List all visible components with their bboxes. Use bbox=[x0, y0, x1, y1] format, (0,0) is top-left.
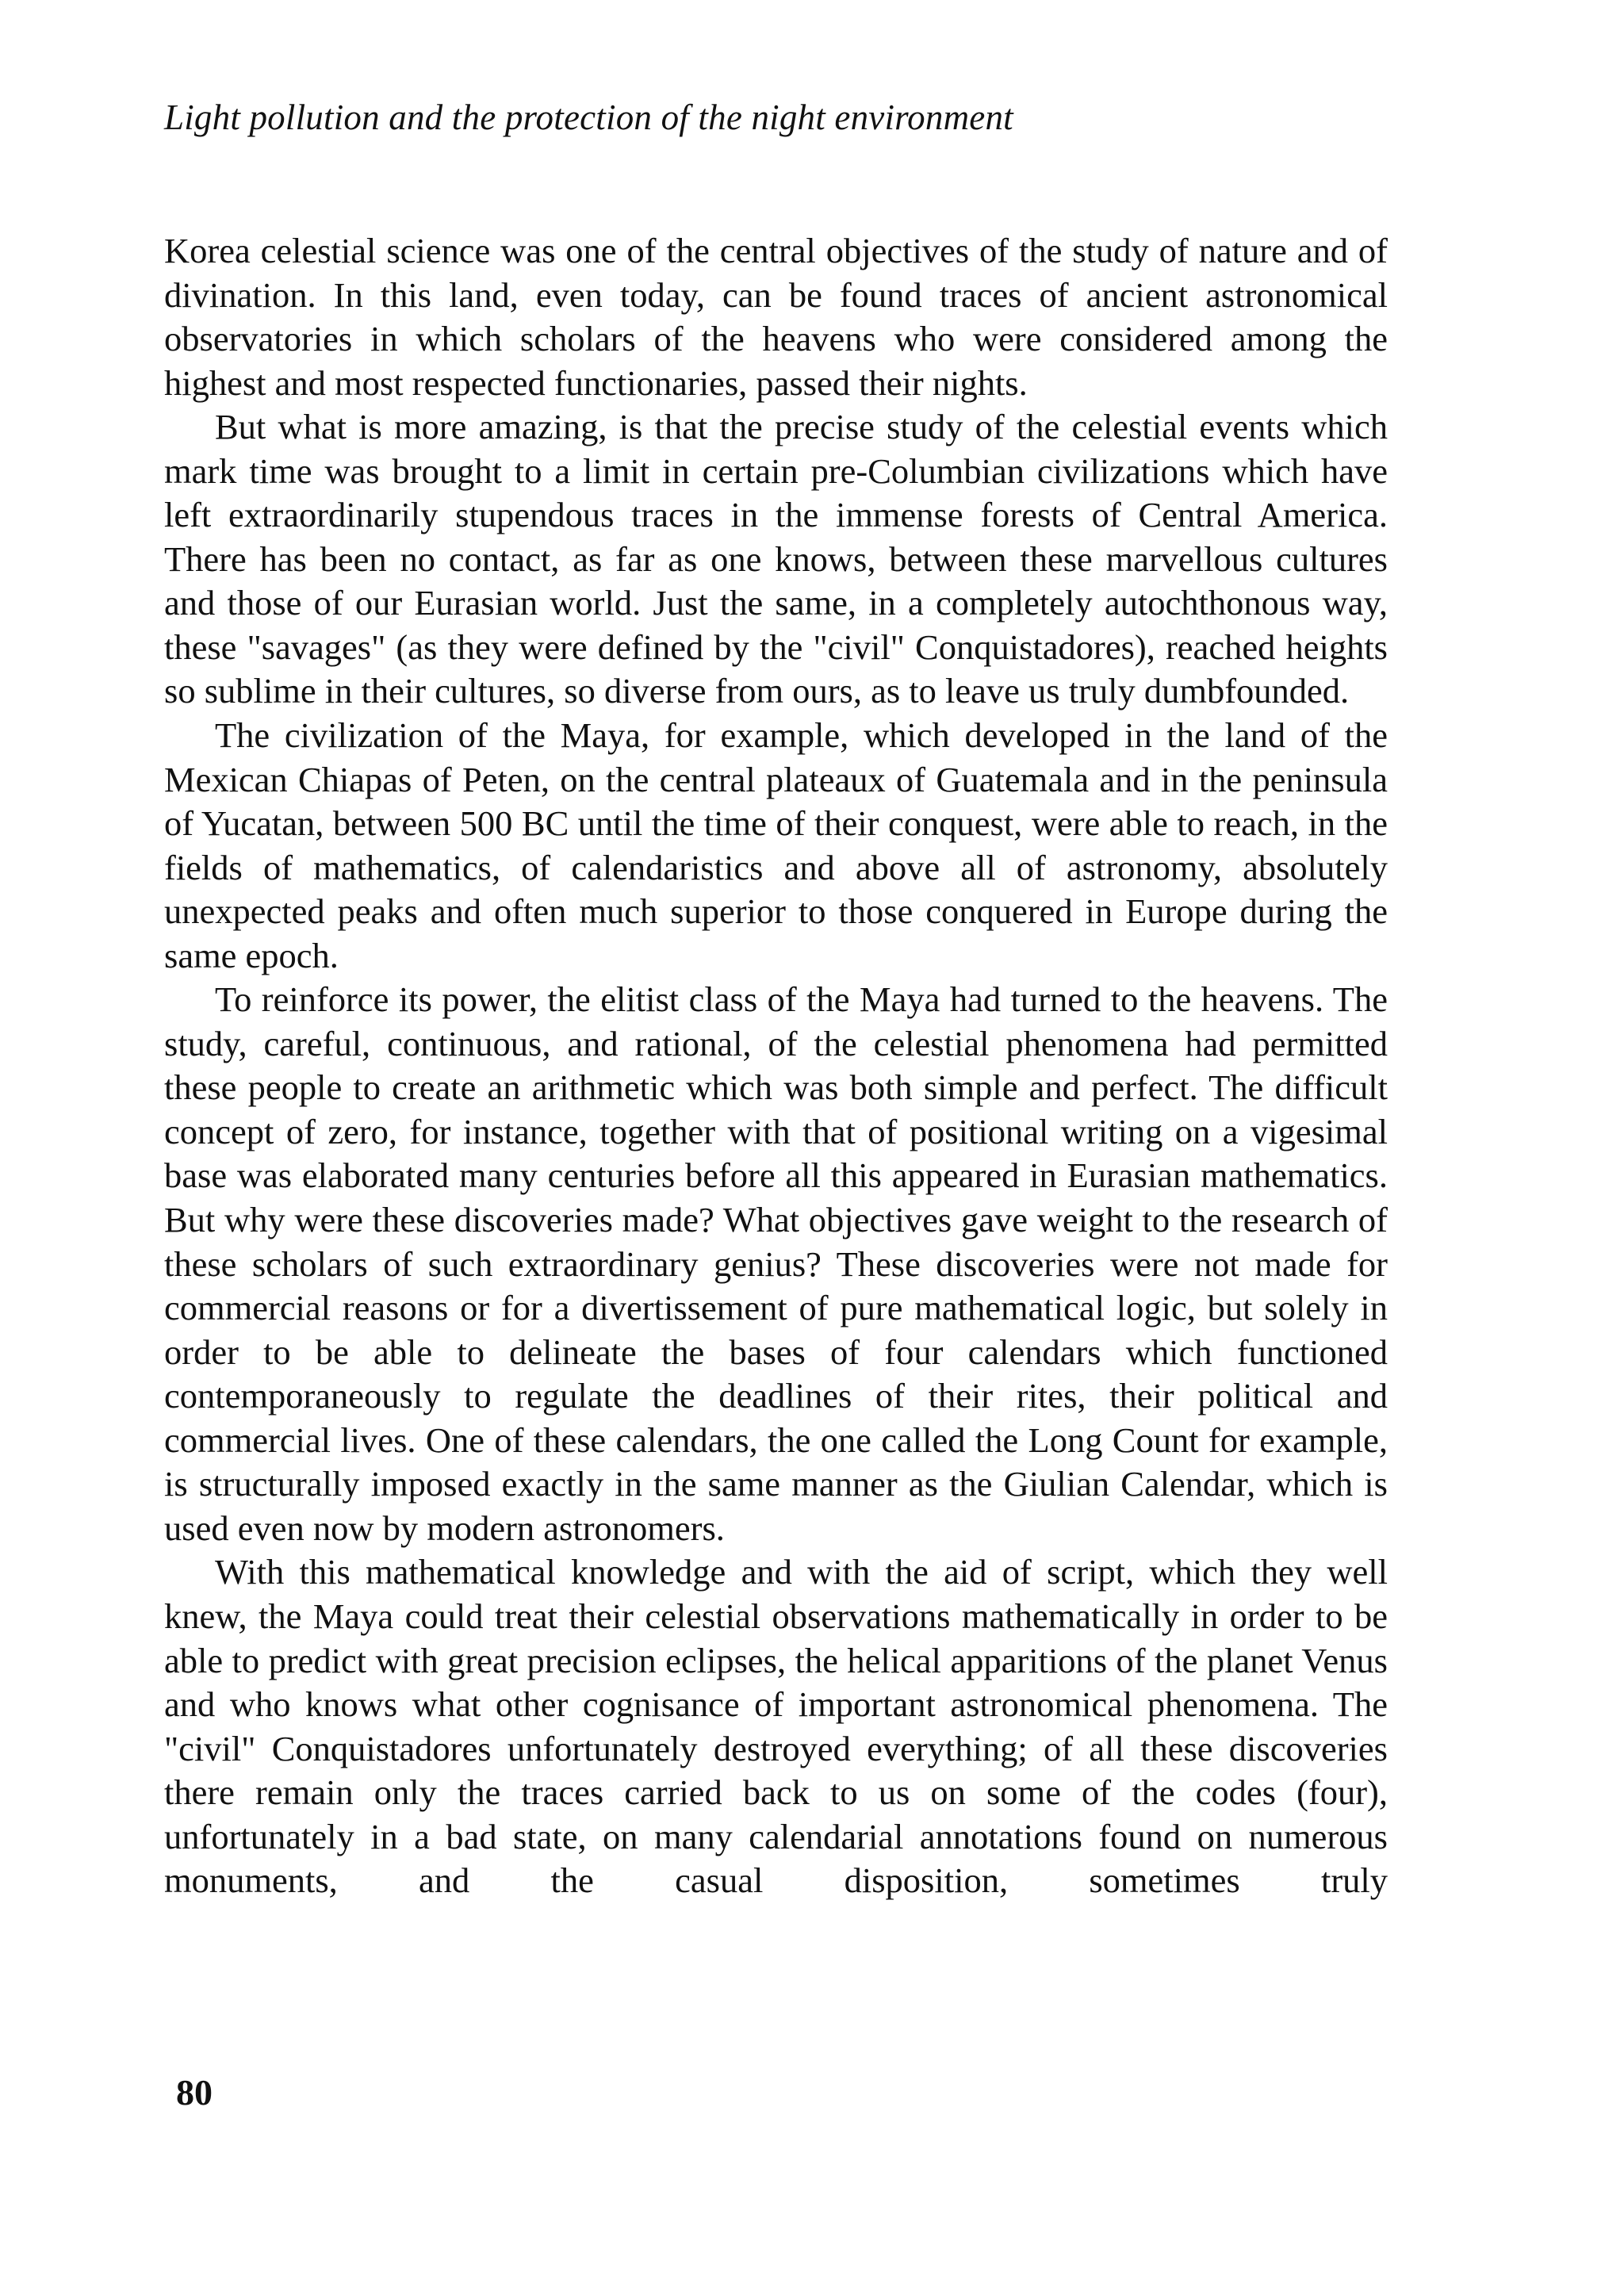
running-header: Light pollution and the protection of the night environment bbox=[164, 98, 1013, 137]
body-text bbox=[164, 229, 1388, 1903]
page-number: 80 bbox=[176, 2072, 213, 2113]
paragraph: But what is more amazing, is that the precise study of the celestial events which mark time was brought to a limit in certain pre-Columbian civilizations which have left extraordinarily stupendous traces in the immense forests of Central America. There has been no contact, as far as one knows, between these marvellous cultures and those of our Eurasian world. Just the same, in a completely autochthonous way, these "savages" (as they were defined by the "civil" Conquistadores), reached heights so sublime in their cultures, so diverse from ours, as to leave us truly dumbfounded. bbox=[164, 407, 1388, 711]
paragraph: Korea celestial science was one of the central objectives of the study of nature and of divination. In this land, even today, can be found traces of ancient astronomical observatories in which scholars of the heavens who were considered among the highest and most respected functionaries, passed their nights. bbox=[164, 231, 1388, 403]
paragraph: With this mathematical knowledge and with the aid of script, which they well knew, the Maya could treat their celestial observations mathematically in order to be able to predict with great precision eclipses, the helical apparitions of the planet Venus and who knows what other cognisance of important astronomical phenomena. The "civil" Conquistadores unfortunately destroyed everything; of all these discoveries there remain only the traces carried back to us on some of the codes (four), unfortunately in a bad state, on many calendarial annotations found on numerous monuments, and the casual disposition, sometimes truly bbox=[164, 1552, 1388, 1901]
paragraph: To reinforce its power, the elitist class of the Maya had turned to the heavens. The study, careful, continuous, and rational, of the celestial phenomena had permitted these people to create an arithmetic which was both simple and perfect. The difficult concept of zero, for instance, together with that of positional writing on a vigesimal base was elaborated many centuries before all this appeared in Eurasian mathematics. But why were these discoveries made? What objectives gave weight to the research of these scholars of such extraordinary genius? These discoveries were not made for commercial reasons or for a divertissement of pure mathematical logic, but solely in order to be able to delineate the bases of four calendars which functioned contemporaneously to regulate the deadlines of their rites, their political and commercial lives. One of these calendars, the one called the Long Count for example, is structurally imposed exactly in the same manner as the Giulian Calendar, which is used even now by modern astronomers. bbox=[164, 979, 1388, 1548]
paragraph: The civilization of the Maya, for example, which developed in the land of the Mexican Chiapas of Peten, on the central plateaux of Guatemala and in the peninsula of Yucatan, between 500 BC until the time of their conquest, were able to reach, in the fields of mathematics, of calendaristics and above all of astronomy, absolutely unexpected peaks and often much superior to those conquered in Europe during the same epoch. bbox=[164, 715, 1388, 975]
